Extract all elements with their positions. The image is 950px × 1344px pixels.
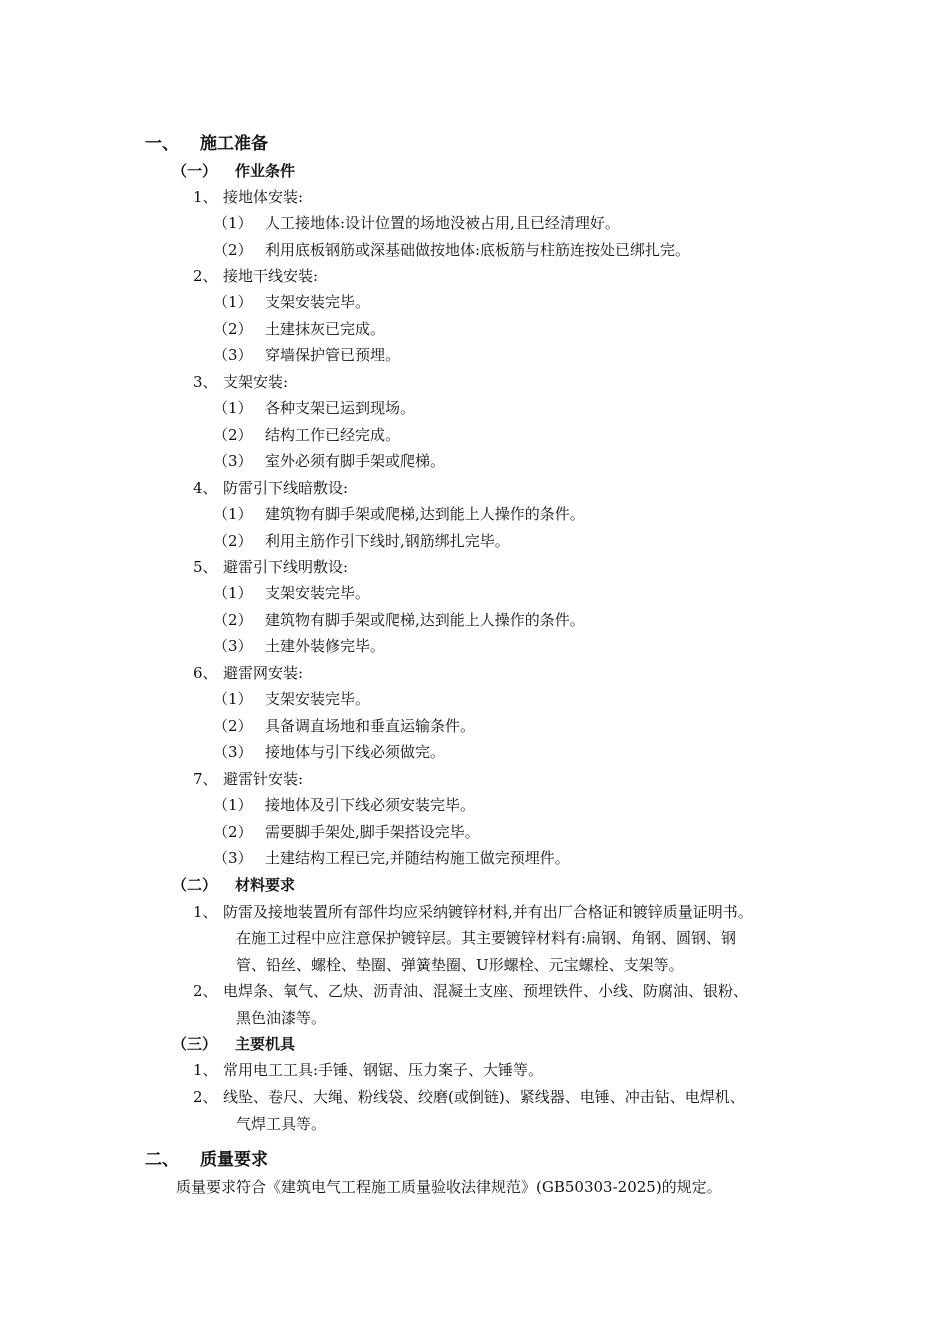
list-item: 3、 支架安装: bbox=[193, 373, 289, 391]
list-item: 6、 避雷网安装: bbox=[193, 664, 304, 682]
sub-list-item: （3） 土建外装修完毕。 bbox=[213, 637, 386, 655]
sub-list-item: （3） 室外必须有脚手架或爬梯。 bbox=[213, 452, 446, 470]
list-item: 7、 避雷针安装: bbox=[193, 770, 304, 788]
sub-list-item: （1） 支架安装完毕。 bbox=[213, 584, 371, 602]
sub-list-item: （3） 穿墙保护管已预埋。 bbox=[213, 346, 401, 364]
sub-list-item: （2） 建筑物有脚手架或爬梯,达到能上人操作的条件。 bbox=[213, 611, 585, 629]
subsection-heading: （一） 作业条件 bbox=[172, 162, 296, 180]
list-item: 2、 电焊条、氧气、乙炔、沥青油、混凝土支座、预埋铁件、小线、防腐油、银粉、 bbox=[193, 982, 749, 1000]
list-item-continuation: 气焊工具等。 bbox=[236, 1115, 327, 1133]
subsection-heading: （二） 材料要求 bbox=[172, 876, 296, 894]
list-item: 4、 防雷引下线暗敷设: bbox=[193, 479, 349, 497]
sub-list-item: （3） 土建结构工程已完,并随结构施工做完预埋件。 bbox=[213, 849, 570, 867]
sub-list-item: （1） 各种支架已运到现场。 bbox=[213, 399, 416, 417]
section-heading: 一、 施工准备 bbox=[145, 134, 268, 154]
list-item-continuation: 管、铅丝、螺栓、垫圈、弹簧垫圈、U形螺栓、元宝螺栓、支架等。 bbox=[236, 956, 684, 974]
paragraph: 质量要求符合《建筑电气工程施工质量验收法律规范》(GB50303-2025)的规定。 bbox=[176, 1178, 722, 1196]
sub-list-item: （2） 结构工作已经完成。 bbox=[213, 426, 401, 444]
list-item: 1、 防雷及接地装置所有部件均应采纳镀锌材料,并有出厂合格证和镀锌质量证明书。 bbox=[193, 903, 753, 921]
list-item: 2、 线坠、卷尺、大绳、粉线袋、绞磨(或倒链)、紧线器、电锤、冲击钻、电焊机、 bbox=[193, 1088, 745, 1106]
sub-list-item: （2） 土建抹灰已完成。 bbox=[213, 320, 386, 338]
sub-list-item: （1） 支架安装完毕。 bbox=[213, 690, 371, 708]
sub-list-item: （2） 利用底板钢筋或深基础做按地体:底板筋与柱筋连按处已绑扎完。 bbox=[213, 241, 691, 259]
list-item: 5、 避雷引下线明敷设: bbox=[193, 558, 349, 576]
sub-list-item: （1） 建筑物有脚手架或爬梯,达到能上人操作的条件。 bbox=[213, 505, 585, 523]
list-item-continuation: 黑色油漆等。 bbox=[236, 1009, 327, 1027]
sub-list-item: （1） 支架安装完毕。 bbox=[213, 293, 371, 311]
sub-list-item: （2） 需要脚手架处,脚手架搭设完毕。 bbox=[213, 823, 480, 841]
sub-list-item: （2） 利用主筋作引下线时,钢筋绑扎完毕。 bbox=[213, 532, 510, 550]
list-item: 1、 接地体安装: bbox=[193, 188, 304, 206]
sub-list-item: （2） 具备调直场地和垂直运输条件。 bbox=[213, 717, 476, 735]
list-item: 1、 常用电工工具:手锤、钢锯、压力案子、大锤等。 bbox=[193, 1061, 544, 1079]
sub-list-item: （3） 接地体与引下线必须做完。 bbox=[213, 743, 446, 761]
sub-list-item: （1） 接地体及引下线必须安装完毕。 bbox=[213, 796, 476, 814]
subsection-heading: （三） 主要机具 bbox=[172, 1035, 296, 1053]
sub-list-item: （1） 人工接地体:设计位置的场地没被占用,且已经清理好。 bbox=[213, 214, 620, 232]
list-item: 2、 接地干线安装: bbox=[193, 267, 319, 285]
list-item-continuation: 在施工过程中应注意保护镀锌层。其主要镀锌材料有:扁钢、角钢、圆钢、钢 bbox=[236, 929, 737, 947]
section-heading: 二、 质量要求 bbox=[145, 1150, 268, 1170]
